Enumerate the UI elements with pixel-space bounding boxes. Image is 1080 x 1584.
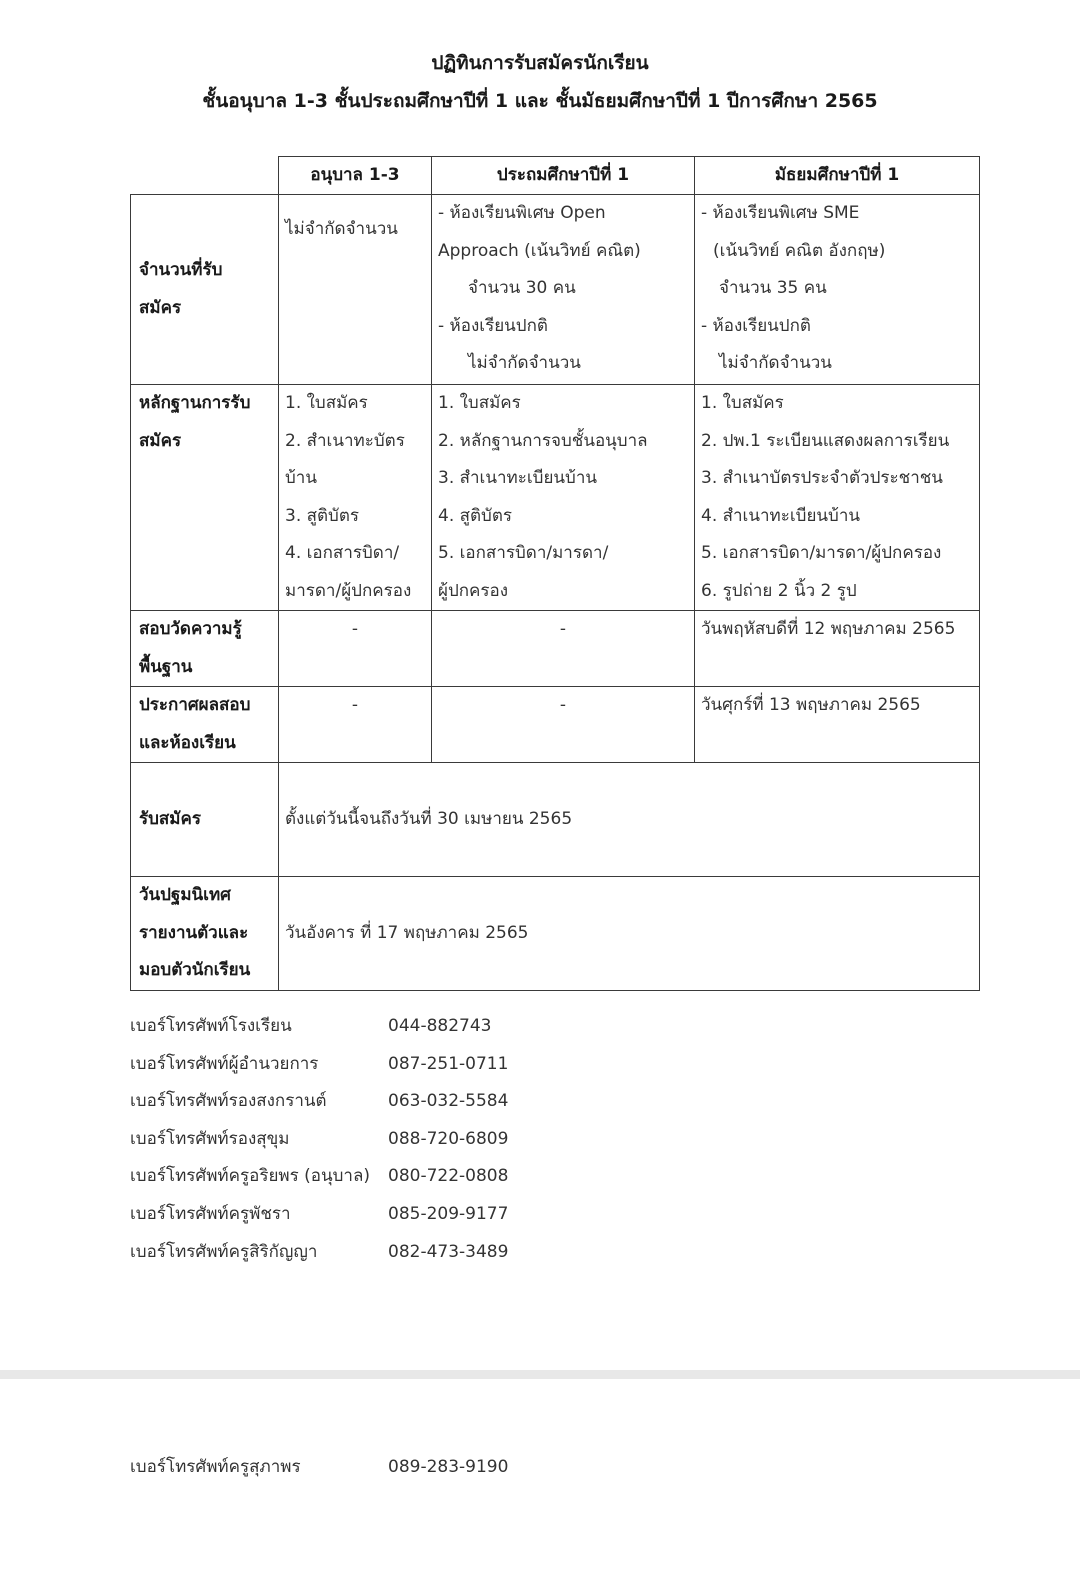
orientation-date: วันอังคาร ที่ 17 พฤษภาคม 2565 bbox=[279, 877, 980, 991]
page-divider bbox=[0, 1370, 1080, 1379]
documents-primary: 1. ใบสมัคร 2. หลักฐานการจบชั้นอนุบาล 3. สำเนาทะเบียนบ้าน 4. สูติบัตร 5. เอกสารบิดา/มารดา/ ผู้ปกครอง bbox=[432, 385, 695, 611]
contact-number: 082-473-3489 bbox=[388, 1241, 509, 1262]
row-header-orientation: วันปฐมนิเทศ รายงานตัวและ มอบตัวนักเรียน bbox=[131, 877, 279, 991]
contact-number: 089-283-9190 bbox=[388, 1457, 509, 1477]
exam-kindergarten: - bbox=[279, 611, 432, 687]
apply-period: ตั้งแต่วันนี้จนถึงวันที่ 30 เมษายน 2565 bbox=[279, 763, 980, 877]
contact-label: เบอร์โทรศัพท์ครูสิริกัญญา bbox=[130, 1241, 318, 1262]
document-page-2 bbox=[0, 1379, 1080, 1584]
row-header-quota: จำนวนที่รับ สมัคร bbox=[131, 195, 279, 385]
contact-item bbox=[130, 1449, 508, 1487]
contact-number: 044-882743 bbox=[388, 1016, 492, 1036]
contact-number: 063-032-5584 bbox=[388, 1091, 509, 1112]
document-subtitle: ชั้นอนุบาล 1-3 ชั้นประถมศึกษาปีที่ 1 และ ชั้นมัธยมศึกษาปีที่ 1 ปีการศึกษา 2565 bbox=[202, 90, 878, 112]
table-row-announce bbox=[131, 687, 980, 763]
contact-list-page-2 bbox=[130, 1449, 508, 1487]
contact-item bbox=[130, 1158, 508, 1196]
contact-list bbox=[130, 1008, 508, 1271]
announce-kindergarten: - bbox=[279, 687, 432, 763]
contact-item bbox=[130, 1008, 508, 1046]
table-row-documents bbox=[131, 385, 980, 611]
contact-item bbox=[130, 1196, 508, 1234]
quota-primary: - ห้องเรียนพิเศษ Open Approach (เน้นวิทย์ คณิต) จำนวน 30 คน - ห้องเรียนปกติ ไม่จำกัดจำนวน bbox=[432, 195, 695, 385]
contact-label: เบอร์โทรศัพท์ครูสุภาพร bbox=[130, 1457, 301, 1477]
documents-kindergarten: 1. ใบสมัคร 2. สำเนาทะบัตร บ้าน 3. สูติบัตร 4. เอกสารบิดา/ มารดา/ผู้ปกครอง bbox=[279, 385, 432, 611]
document-title: ปฏิทินการรับสมัครนักเรียน bbox=[431, 52, 649, 74]
table-row-orientation bbox=[131, 877, 980, 991]
contact-number: 085-209-9177 bbox=[388, 1203, 509, 1224]
contact-number: 088-720-6809 bbox=[388, 1128, 509, 1149]
row-header-documents: หลักฐานการรับ สมัคร bbox=[131, 385, 279, 611]
quota-secondary: - ห้องเรียนพิเศษ SME (เน้นวิทย์ คณิต อังกฤษ) จำนวน 35 คน - ห้องเรียนปกติ ไม่จำกัดจำนวน bbox=[695, 195, 980, 385]
exam-secondary: วันพฤหัสบดีที่ 12 พฤษภาคม 2565 bbox=[695, 611, 980, 687]
contact-item bbox=[130, 1046, 508, 1084]
announce-primary: - bbox=[432, 687, 695, 763]
column-header-secondary: มัธยมศึกษาปีที่ 1 bbox=[695, 157, 980, 195]
contact-label: เบอร์โทรศัพท์ครูอริยพร (อนุบาล) bbox=[130, 1166, 371, 1187]
row-header-apply: รับสมัคร bbox=[131, 763, 279, 877]
table-header-row bbox=[131, 157, 980, 195]
table-row-apply bbox=[131, 763, 980, 877]
contact-label: เบอร์โทรศัพท์ผู้อำนวยการ bbox=[130, 1053, 319, 1074]
contact-number: 080-722-0808 bbox=[388, 1166, 509, 1187]
documents-secondary: 1. ใบสมัคร 2. ปพ.1 ระเบียนแสดงผลการเรียน 3. สำเนาบัตรประจำตัวประชาชน 4. สำเนาทะเบียนบ้าน 5. เอกสารบิดา/มารดา/ผู้ปกครอง 6. รูปถ่าย 2 นิ้ว 2 รูป bbox=[695, 385, 980, 611]
contact-number: 087-251-0711 bbox=[388, 1053, 509, 1074]
contact-item bbox=[130, 1121, 508, 1159]
table-row-exam bbox=[131, 611, 980, 687]
admission-schedule-table bbox=[130, 156, 980, 991]
contact-item bbox=[130, 1083, 508, 1121]
contact-label: เบอร์โทรศัพท์รองสงกรานต์ bbox=[130, 1091, 327, 1112]
exam-primary: - bbox=[432, 611, 695, 687]
contact-label: เบอร์โทรศัพท์โรงเรียน bbox=[130, 1016, 292, 1036]
contact-label: เบอร์โทรศัพท์รองสุขุม bbox=[130, 1128, 290, 1149]
table-corner bbox=[131, 157, 279, 195]
column-header-kindergarten: อนุบาล 1-3 bbox=[279, 157, 432, 195]
announce-secondary: วันศุกร์ที่ 13 พฤษภาคม 2565 bbox=[695, 687, 980, 763]
contact-label: เบอร์โทรศัพท์ครูพัชรา bbox=[130, 1203, 291, 1224]
row-header-exam: สอบวัดความรู้ พื้นฐาน bbox=[131, 611, 279, 687]
contact-item bbox=[130, 1234, 508, 1272]
row-header-announce: ประกาศผลสอบ และห้องเรียน bbox=[131, 687, 279, 763]
table-row-quota bbox=[131, 195, 980, 385]
quota-kindergarten: ไม่จำกัดจำนวน bbox=[279, 195, 432, 385]
column-header-primary: ประถมศึกษาปีที่ 1 bbox=[432, 157, 695, 195]
